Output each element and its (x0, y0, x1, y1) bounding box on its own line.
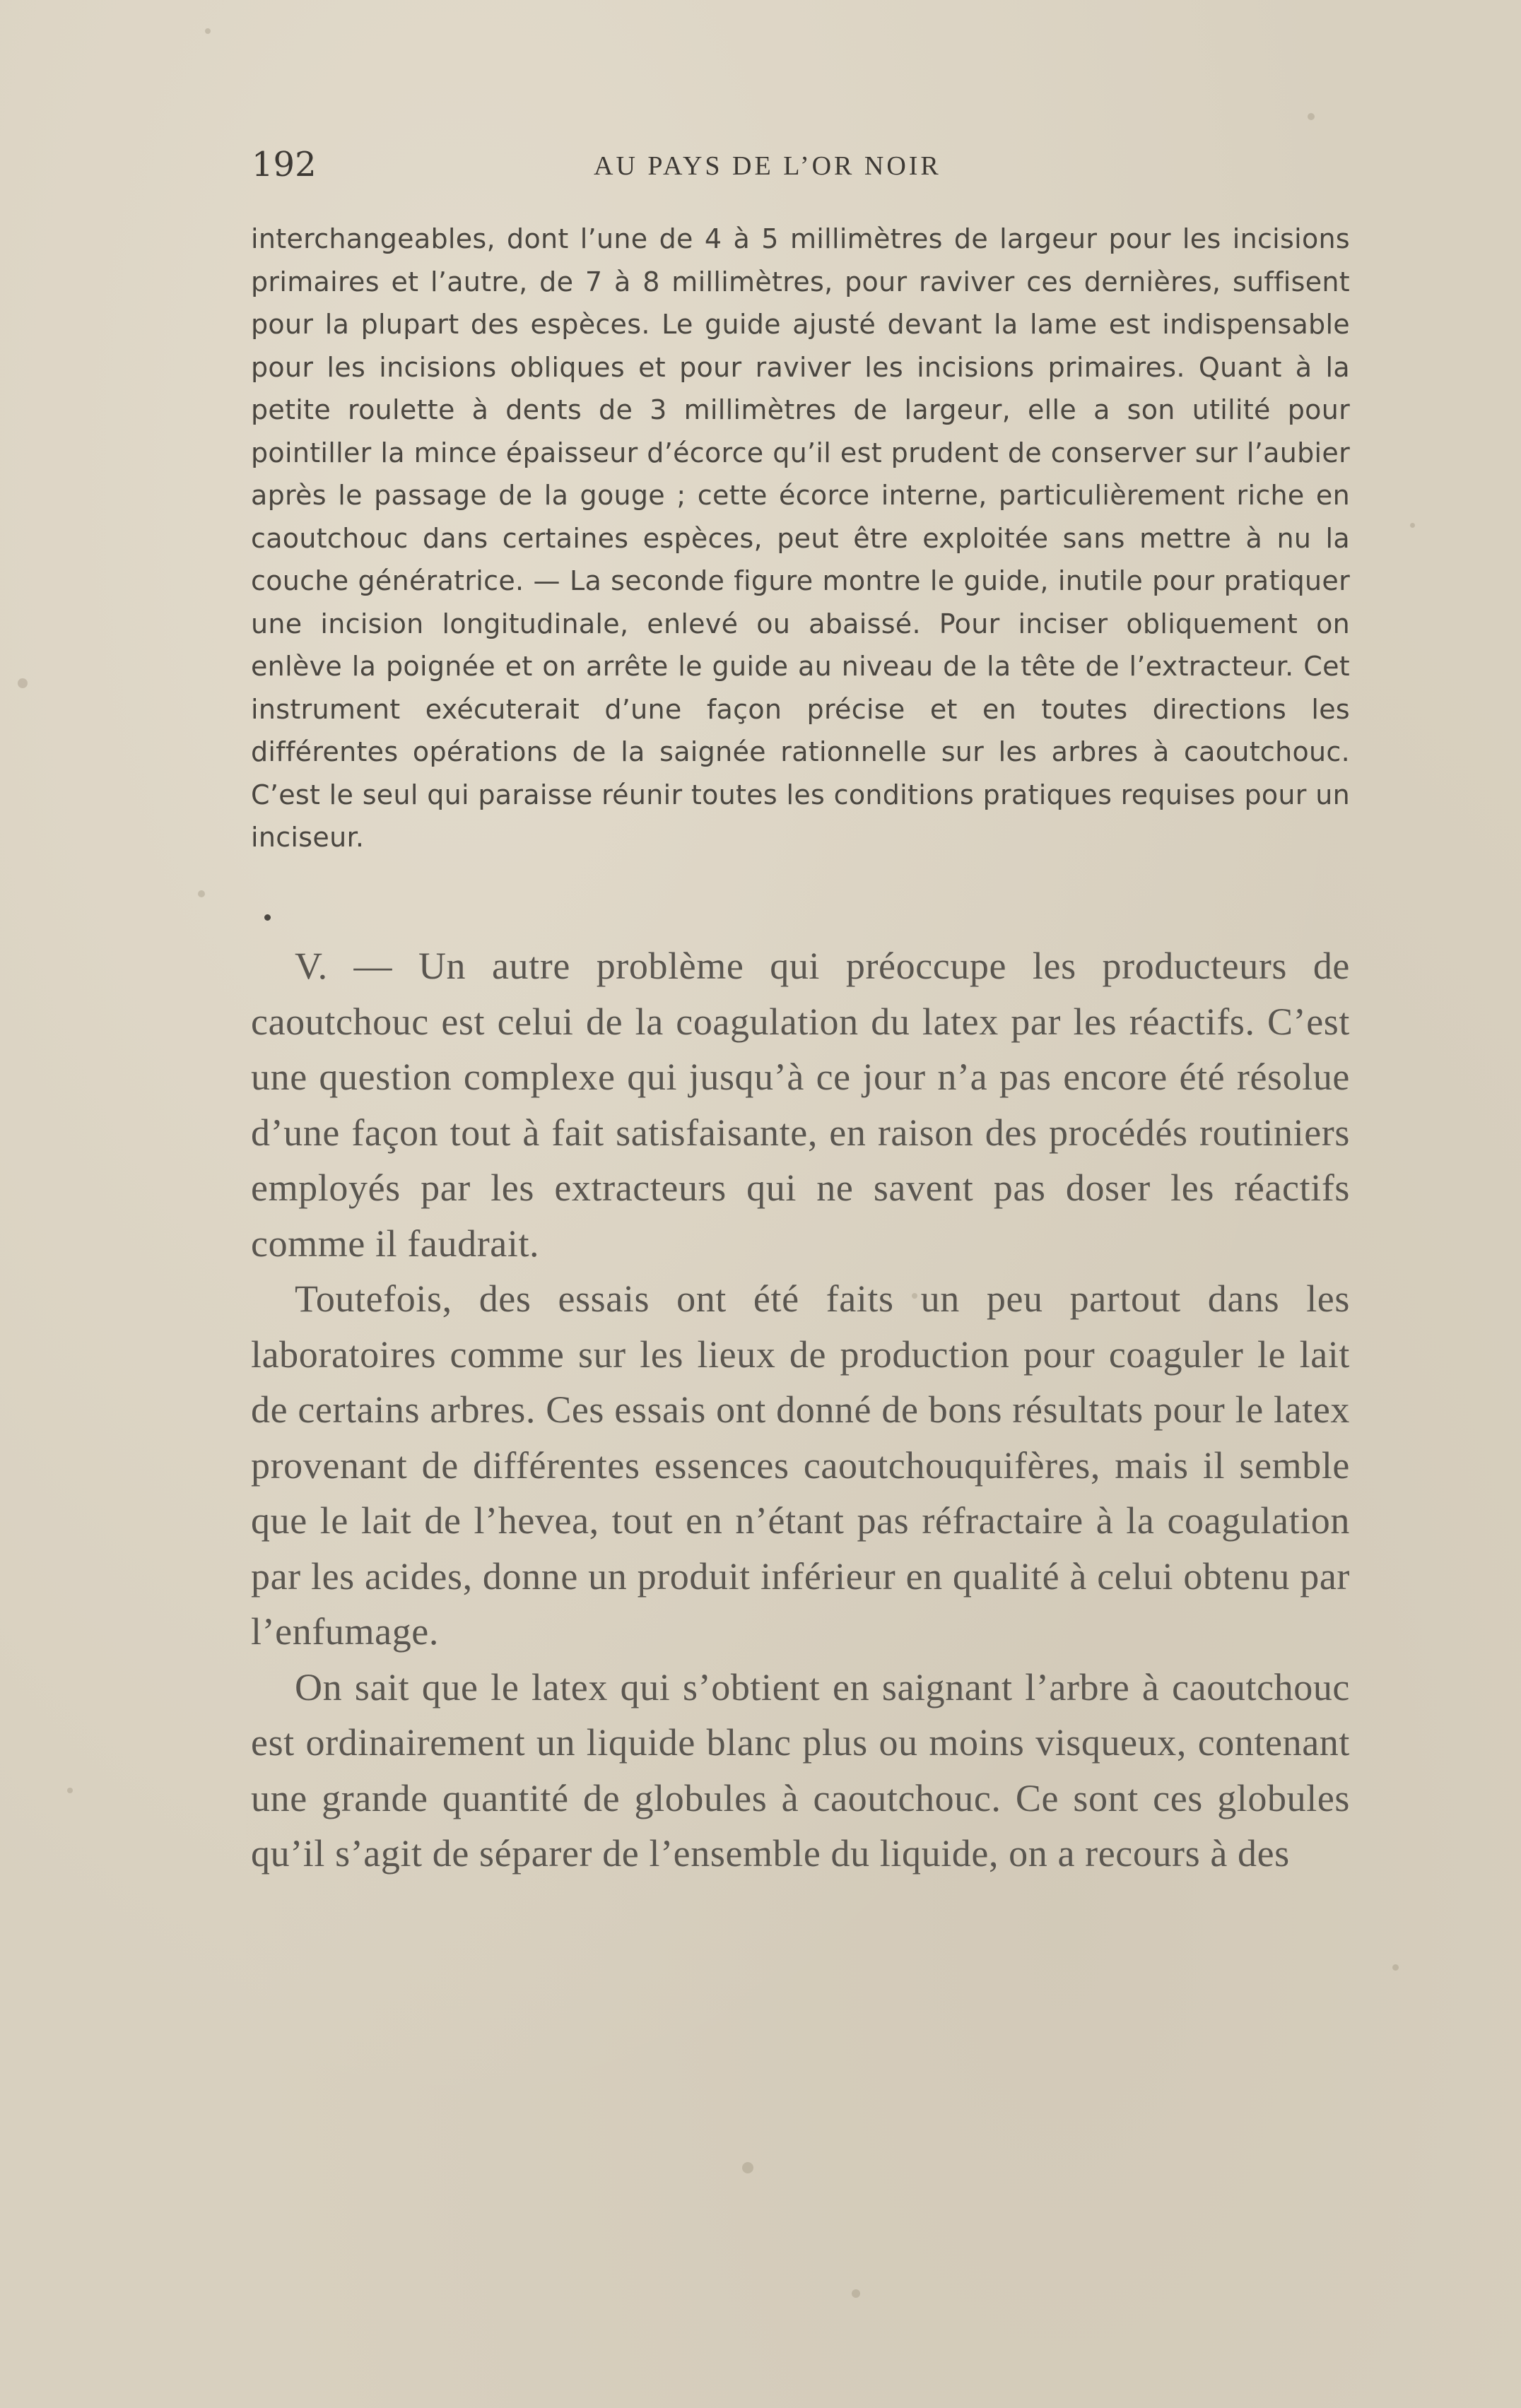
paper-speck (18, 678, 28, 688)
body-paragraph: Toutefois, des essais ont été faits un peu partout dans les laboratoires comme sur les lieux de production pour coaguler le lait de certains arbres. Ces essais ont donné de bons résultats pour le latex provenant de différentes essences caoutchouquifères, mais il semble que le lait de l’hevea, tout en n’étant pas réfractaire à la coagulation par les acides, donne un produit inférieur en qualité à celui obtenu par l’enfumage. (251, 1277, 1350, 1653)
paper-speck (742, 2162, 753, 2173)
running-title: AU PAYS DE L’OR NOIR (594, 151, 941, 181)
body-paragraph: On sait que le latex qui s’obtient en saignant l’arbre à caoutchouc est ordinairement un liquide blanc plus ou moins visqueux, contenant une grande quantité de globules à caoutchouc. Ce sont ces globules qu’il s’agit de séparer de l’ensemble du liquide, on a recours à des (251, 1665, 1350, 1875)
section-dot-mark (264, 914, 271, 921)
main-body-text (251, 938, 1350, 1882)
paper-speck (1410, 523, 1415, 528)
running-header (0, 145, 1521, 187)
paper-speck (852, 2289, 860, 2298)
paper-speck (1392, 1964, 1399, 1971)
small-print-paragraph: interchangeables, dont l’une de 4 à 5 millimètres de largeur pour les incisions primaires et l’autre, de 7 à 8 millimètres, pour raviver ces dernières, suffisent pour la plupart des espèces. Le guide ajusté devant la lame est indispensable pour les incisions obliques et pour raviver les incisions primaires. Quant à la petite roulette à dents de 3 millimètres de largeur, elle a son utilité pour pointiller la mince épaisseur d’écorce qu’il est prudent de conserver sur l’aubier après le passage de la gouge ; cette écorce interne, particulièrement riche en caoutchouc dans certaines espèces, peut être exploitée sans mettre à nu la couche génératrice. — La seconde figure montre le guide, inutile pour pratiquer une incision longitudinale, enlevé ou abaissé. Pour inciser obliquement on enlève la poignée et on arrête le guide au niveau de la tête de l’extracteur. Cet instrument exécuterait d’une façon précise et en toutes directions les différentes opérations de la saignée rationnelle sur les arbres à caoutchouc. C’est le seul qui paraisse réunir toutes les conditions pratiques requises pour un inciseur. (251, 223, 1350, 853)
paper-speck (198, 890, 205, 897)
paper-speck (67, 1788, 73, 1793)
page-number: 192 (252, 145, 317, 184)
paper-speck (1308, 113, 1315, 120)
paper-speck (205, 28, 211, 34)
section-v-paragraph: V. — Un autre problème qui préoccupe les producteurs de caoutchouc est celui de la coagulation du latex par les réactifs. C’est une question complexe qui jusqu’à ce jour n’a pas encore été résolue d’une façon tout à fait satisfaisante, en raison des procédés routiniers employés par les extracteurs qui ne savent pas doser les réactifs comme il faudrait. (251, 945, 1350, 1265)
